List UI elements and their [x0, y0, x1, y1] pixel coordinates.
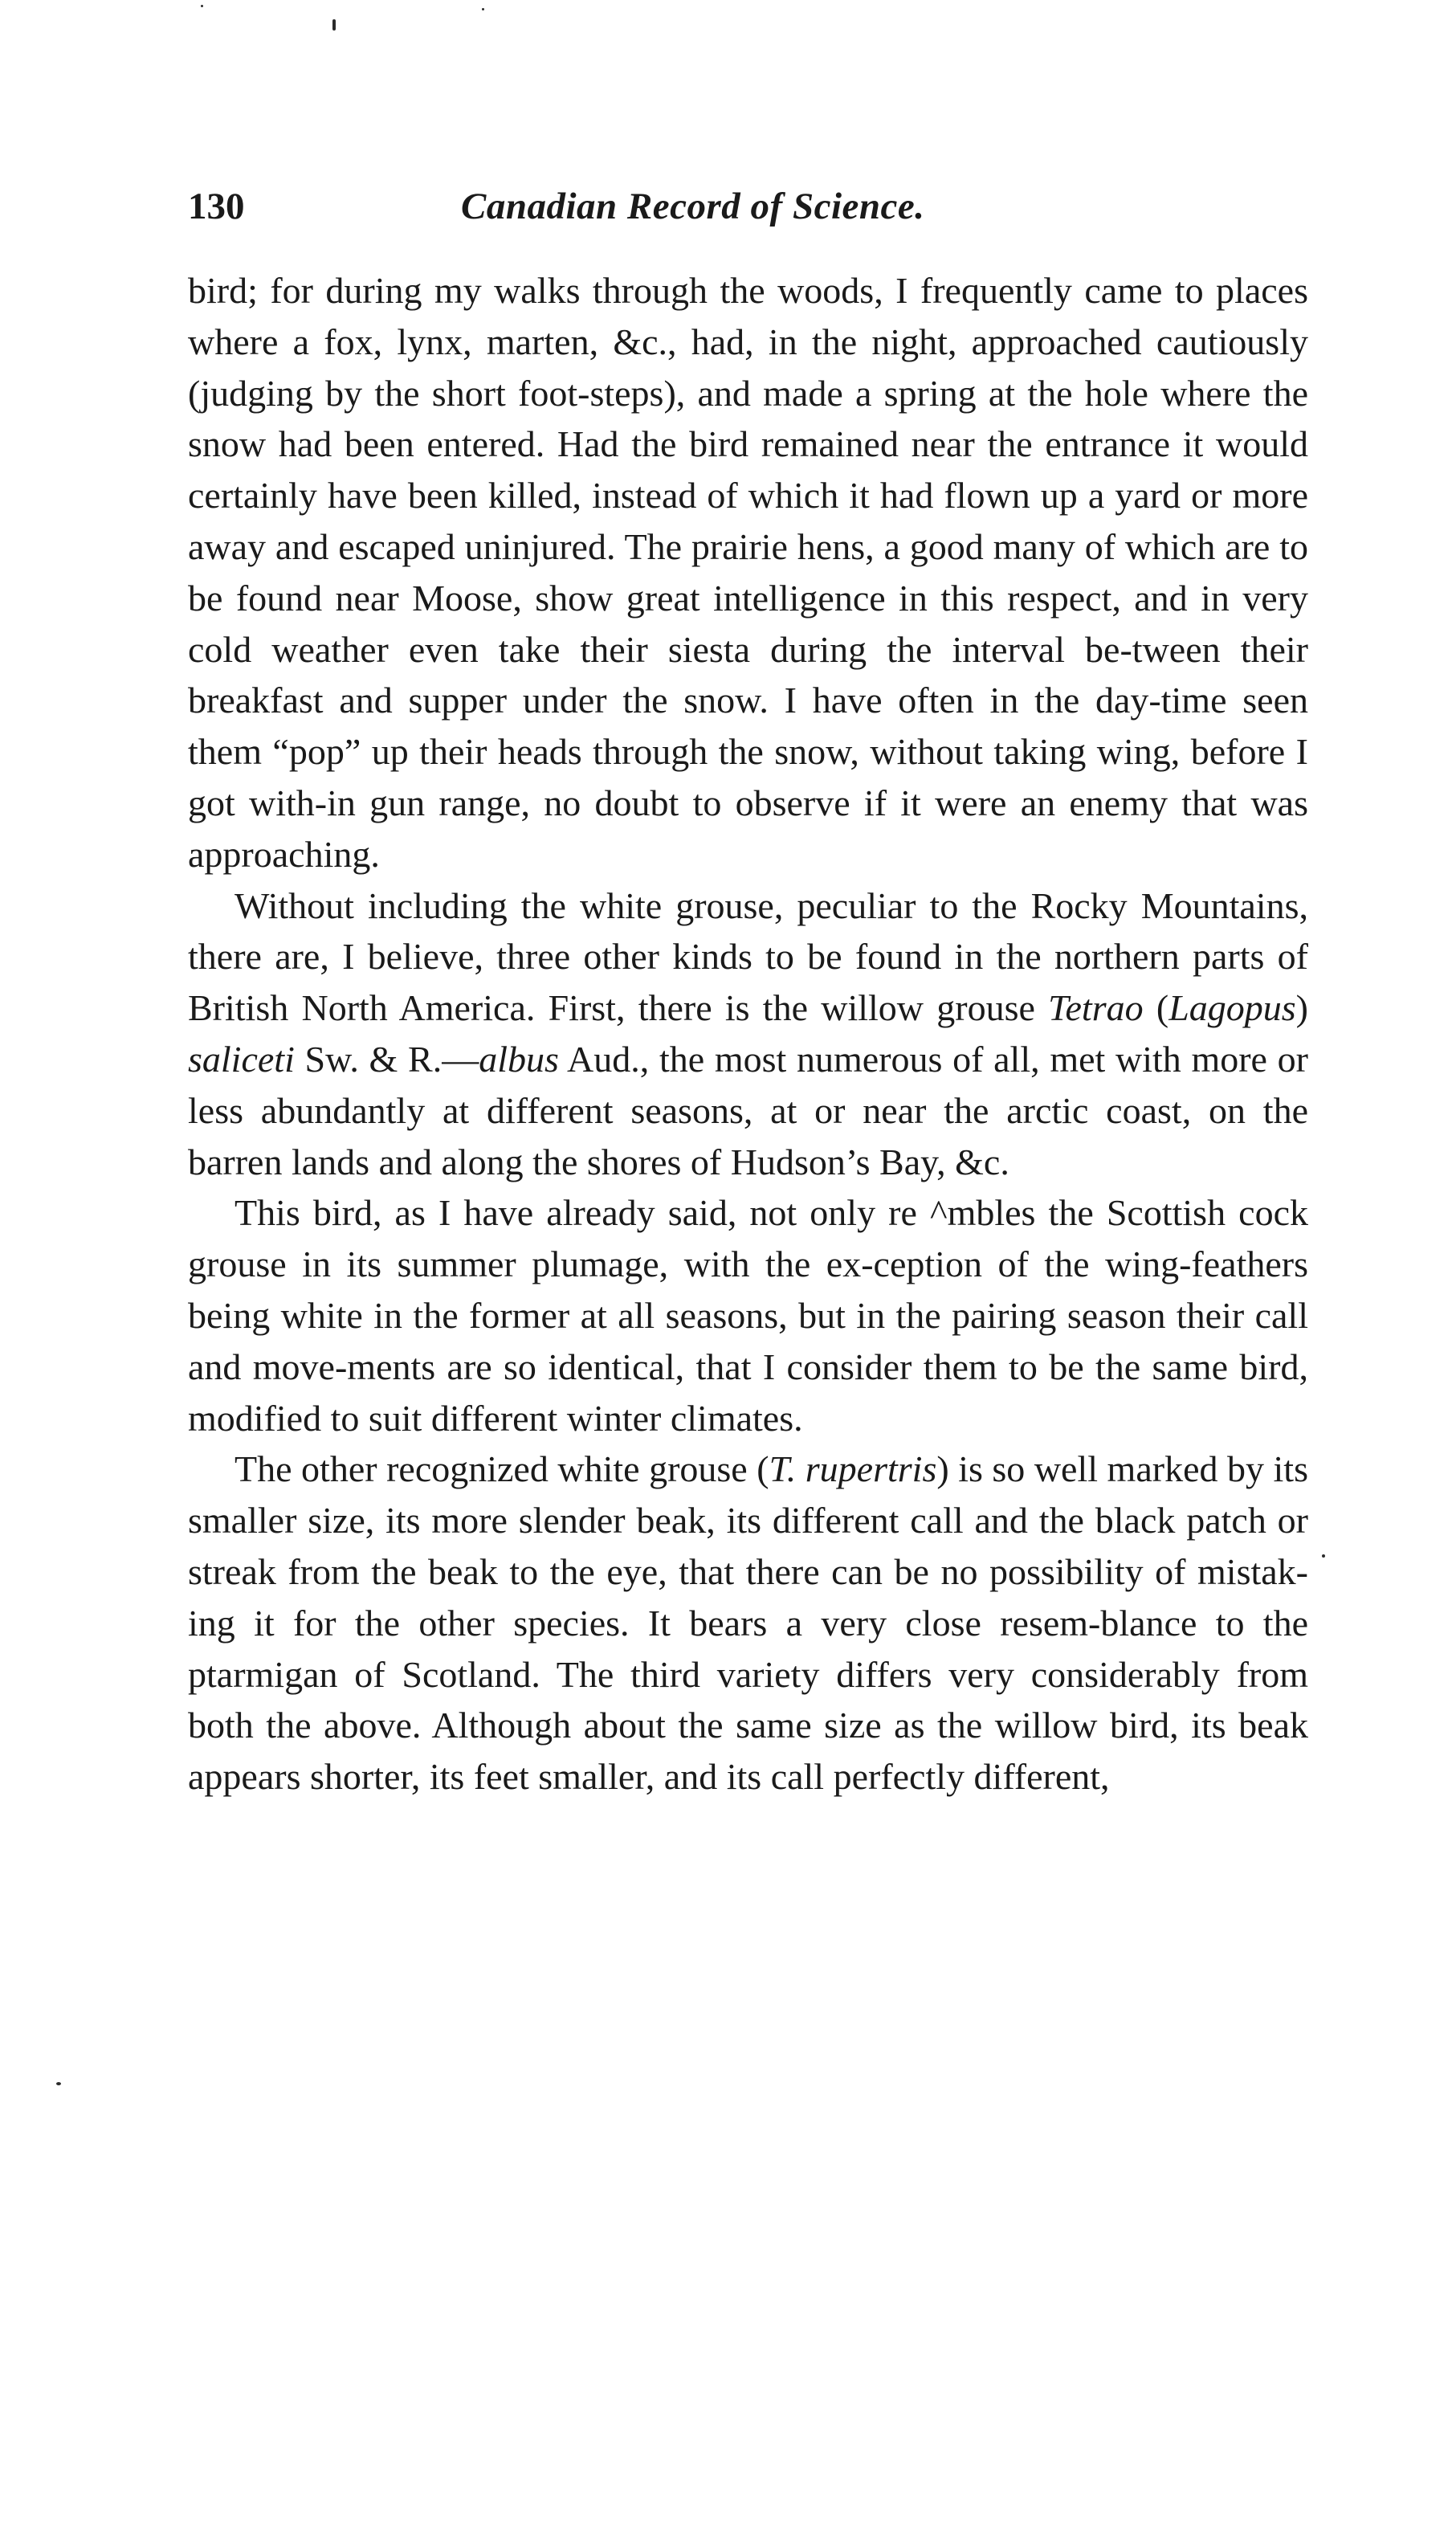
italic-species: saliceti: [188, 1038, 295, 1080]
text-run: Sw. & R.—: [294, 1038, 479, 1080]
page-header: [188, 178, 1308, 235]
text-run: ) is so well marked by its smaller size, its more slender beak, its different call and the black patch or streak from the beak to the eye, that there can be no possibility of mistak-ing it for the other species. It bears a very close resem-blance to the ptarmigan of Scotland. The third variety differs very considerably from both the above. Although about the same size as the willow bird, its beak appears shorter, its feet smaller, and its call perfectly different,: [188, 1448, 1308, 1798]
text-run: The other recognized white grouse (: [235, 1448, 769, 1490]
scan-speck: [482, 8, 484, 10]
italic-species: T. rupertris: [769, 1448, 937, 1490]
paragraph-continued: bird; for during my walks through the woods, I frequently came to places where a fox, lynx, marten, &c., had, in the night, approached cautiously (judging by the short foot-steps), and made a spring at the hole where the snow had been entered. Had the bird remained near the entrance it would certainly have been killed, instead of which it had flown up a yard or more away and escaped uninjured. The prairie hens, a good many of which are to be found near Moose, show great intelligence in this respect, and in very cold weather even take their siesta during the interval be-tween their breakfast and supper under the snow. I have often in the day-time seen them “pop” up their heads through the snow, without taking wing, before I got with-in gun range, no doubt to observe if it were an enemy that was approaching.: [188, 270, 1308, 875]
text-run: Aud., the most numerous of all, met with more or less abundantly at different seasons, at or near the arctic coast, on the barren lands and along the shores of Hudson’s Bay, &c.: [188, 1038, 1308, 1182]
italic-genus: Tetrao: [1048, 987, 1144, 1029]
scan-speck: [332, 19, 336, 31]
italic-synonym: albus: [479, 1038, 559, 1080]
scan-speck: [56, 2082, 61, 2085]
running-title: Canadian Record of Science.: [461, 186, 925, 227]
paragraph-resemblance: This bird, as I have already said, not only re ^mbles the Scottish cock grouse in its summer plumage, with the ex-ception of the wing-feathers being white in the former at all seasons, but in the pairing season their call and move-ments are so identical, that I consider them to be the same bird, modified to suit different winter climates.: [188, 1192, 1308, 1439]
page-number: 130: [188, 186, 245, 227]
paragraph-grouse-kinds: [188, 880, 1308, 1188]
text-run: (: [1143, 987, 1169, 1029]
scan-speck: [201, 5, 203, 7]
italic-subgenus: Lagopus: [1168, 987, 1296, 1029]
paragraph-other-grouse: [188, 1444, 1308, 1803]
scan-speck: [1322, 1554, 1325, 1558]
body-text: [188, 265, 1308, 1803]
text-run: ): [1295, 987, 1308, 1029]
text-run: Without including the white grouse, peculiar to the Rocky Mountains, there are, I believe, three other kinds to be found in the northern parts of British North America. First, there is the willow grouse: [188, 884, 1308, 1029]
